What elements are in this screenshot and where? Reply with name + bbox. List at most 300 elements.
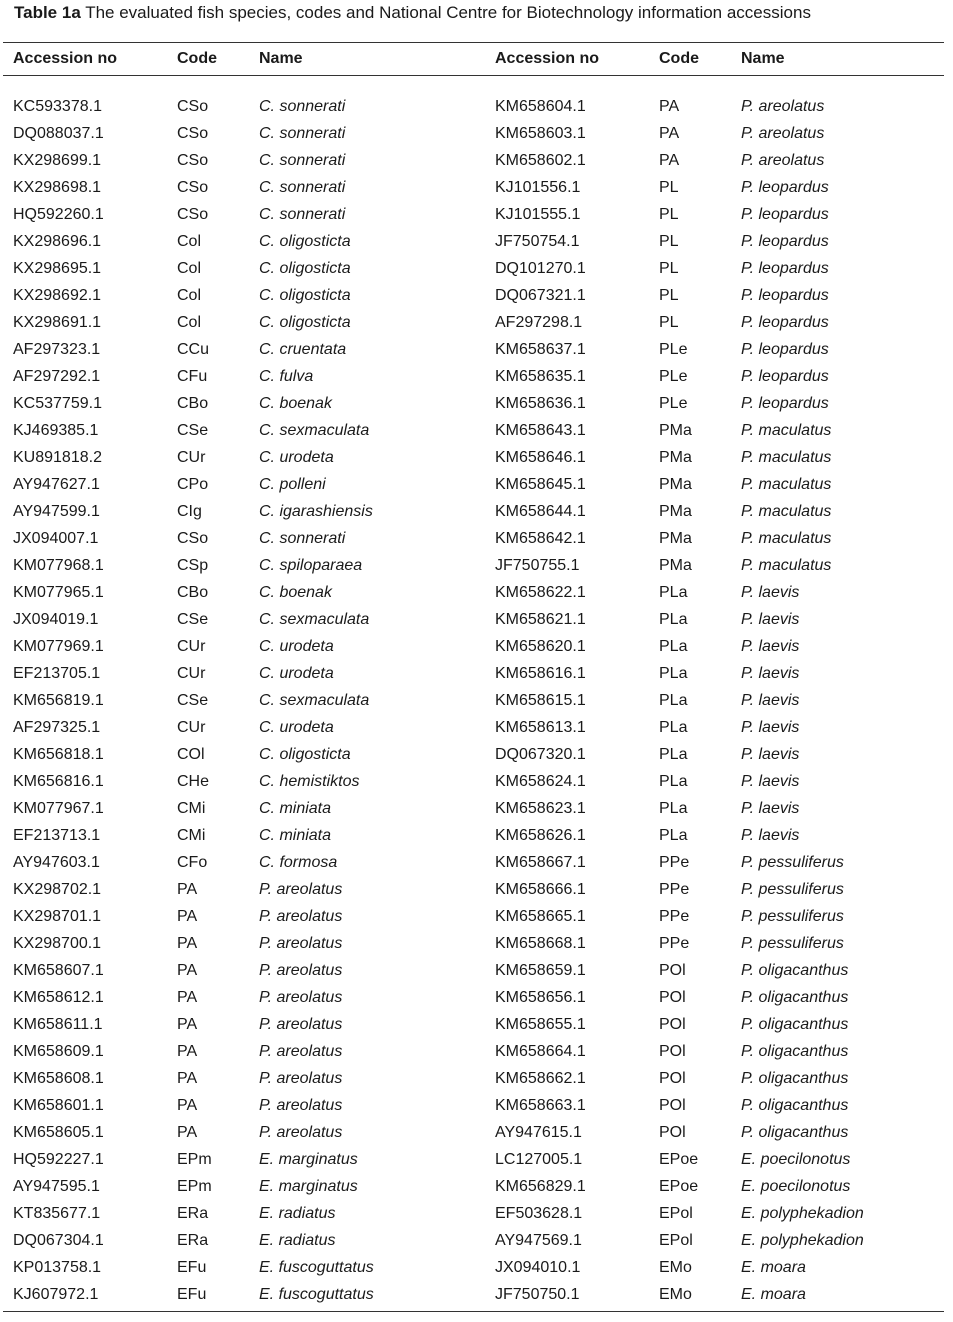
table-row (0, 1285, 953, 1312)
table-row (0, 637, 953, 664)
table-row (0, 124, 953, 151)
accession-left-cell: KX298695.1 (13, 260, 102, 277)
species-name-left-cell: E. marginatus (259, 1151, 358, 1168)
code-right-cell: PLa (659, 827, 688, 844)
species-name-left-cell: P. areolatus (259, 1043, 343, 1060)
accession-right-cell: AF297298.1 (495, 314, 583, 331)
header-name-right: Name (741, 50, 785, 67)
species-name-right-cell: P. oligacanthus (741, 1016, 849, 1033)
code-left-cell: Col (177, 314, 202, 331)
accession-right-cell: KM658667.1 (495, 854, 586, 871)
accession-right-cell: JX094010.1 (495, 1259, 581, 1276)
code-left-cell: CBo (177, 584, 209, 601)
accession-left-cell: AY947595.1 (13, 1178, 100, 1195)
accession-right-cell: DQ101270.1 (495, 260, 586, 277)
species-name-right-cell: P. leopardus (741, 314, 829, 331)
header-code-right: Code (659, 50, 699, 67)
code-left-cell: CUr (177, 449, 206, 466)
code-right-cell: PMa (659, 449, 692, 466)
code-right-cell: PLa (659, 638, 688, 655)
species-name-right-cell: P. pessuliferus (741, 881, 844, 898)
accession-left-cell: AY947627.1 (13, 476, 100, 493)
accession-right-cell: DQ067320.1 (495, 746, 586, 763)
species-name-left-cell: C. polleni (259, 476, 326, 493)
species-name-right-cell: P. laevis (741, 773, 800, 790)
accession-left-cell: KM658605.1 (13, 1124, 104, 1141)
species-name-right-cell: P. oligacanthus (741, 1043, 849, 1060)
table-row (0, 907, 953, 934)
species-name-left-cell: C. formosa (259, 854, 338, 871)
species-name-right-cell: P. pessuliferus (741, 908, 844, 925)
species-name-left-cell: C. sonnerati (259, 530, 346, 547)
code-left-cell: CSe (177, 692, 209, 709)
code-right-cell: PLa (659, 665, 688, 682)
code-right-cell: PLa (659, 692, 688, 709)
code-right-cell: EMo (659, 1259, 692, 1276)
code-right-cell: PL (659, 314, 679, 331)
code-left-cell: ERa (177, 1205, 209, 1222)
code-left-cell: PA (177, 989, 198, 1006)
code-right-cell: PMa (659, 503, 692, 520)
accession-right-cell: KM658665.1 (495, 908, 586, 925)
species-name-right-cell: P. areolatus (741, 152, 825, 169)
code-left-cell: CSe (177, 422, 209, 439)
accession-left-cell: KU891818.2 (13, 449, 102, 466)
species-name-left-cell: C. hemistiktos (259, 773, 360, 790)
header-name-left: Name (259, 50, 303, 67)
species-name-left-cell: E. fuscoguttatus (259, 1259, 374, 1276)
code-right-cell: PLa (659, 800, 688, 817)
species-name-right-cell: P. areolatus (741, 125, 825, 142)
code-left-cell: ERa (177, 1232, 209, 1249)
species-name-left-cell: C. spiloparaea (259, 557, 363, 574)
code-left-cell: CMi (177, 827, 206, 844)
code-left-cell: CUr (177, 719, 206, 736)
species-name-right-cell: P. maculatus (741, 422, 832, 439)
species-name-right-cell: E. poecilonotus (741, 1151, 851, 1168)
accession-left-cell: AF297323.1 (13, 341, 101, 358)
table-row (0, 367, 953, 394)
accession-left-cell: KJ607972.1 (13, 1286, 99, 1303)
code-left-cell: CSo (177, 98, 209, 115)
species-name-right-cell: E. moara (741, 1259, 806, 1276)
accession-left-cell: KX298700.1 (13, 935, 102, 952)
species-name-right-cell: P. laevis (741, 746, 800, 763)
table-row (0, 475, 953, 502)
accession-left-cell: KJ469385.1 (13, 422, 99, 439)
table-row (0, 502, 953, 529)
species-name-left-cell: P. areolatus (259, 1016, 343, 1033)
accession-left-cell: JX094007.1 (13, 530, 99, 547)
accession-right-cell: KM658663.1 (495, 1097, 586, 1114)
table-body (0, 97, 953, 1312)
species-name-left-cell: C. urodeta (259, 638, 334, 655)
species-name-left-cell: E. radiatus (259, 1205, 336, 1222)
accession-left-cell: KX298701.1 (13, 908, 102, 925)
code-right-cell: PLa (659, 719, 688, 736)
species-name-right-cell: P. maculatus (741, 503, 832, 520)
accession-left-cell: KM656819.1 (13, 692, 104, 709)
species-name-right-cell: P. maculatus (741, 530, 832, 547)
code-left-cell: PA (177, 1016, 198, 1033)
accession-right-cell: JF750754.1 (495, 233, 580, 250)
code-right-cell: PMa (659, 476, 692, 493)
code-left-cell: CBo (177, 395, 209, 412)
species-name-left-cell: P. areolatus (259, 989, 343, 1006)
table-row (0, 934, 953, 961)
accession-right-cell: KM658636.1 (495, 395, 586, 412)
table-row (0, 988, 953, 1015)
species-name-right-cell: P. maculatus (741, 557, 832, 574)
accession-right-cell: KM656829.1 (495, 1178, 586, 1195)
code-right-cell: POl (659, 1097, 686, 1114)
species-name-left-cell: C. urodeta (259, 665, 334, 682)
species-name-left-cell: C. urodeta (259, 719, 334, 736)
code-left-cell: CSo (177, 125, 209, 142)
table-row (0, 799, 953, 826)
species-name-left-cell: E. marginatus (259, 1178, 358, 1195)
table-row (0, 421, 953, 448)
code-left-cell: PA (177, 1070, 198, 1087)
species-name-right-cell: P. pessuliferus (741, 854, 844, 871)
accession-left-cell: AF297325.1 (13, 719, 101, 736)
code-left-cell: PA (177, 1124, 198, 1141)
header-accession-right: Accession no (495, 50, 600, 67)
accession-left-cell: KX298698.1 (13, 179, 102, 196)
code-left-cell: EPm (177, 1178, 212, 1195)
code-left-cell: PA (177, 962, 198, 979)
accession-left-cell: KM077965.1 (13, 584, 104, 601)
species-name-left-cell: C. oligosticta (259, 287, 351, 304)
table-row (0, 448, 953, 475)
code-right-cell: PL (659, 233, 679, 250)
accession-right-cell: AY947569.1 (495, 1232, 582, 1249)
table-row (0, 1123, 953, 1150)
table-row (0, 1150, 953, 1177)
code-right-cell: PA (659, 152, 680, 169)
accession-left-cell: KM658612.1 (13, 989, 104, 1006)
code-right-cell: PMa (659, 530, 692, 547)
accession-right-cell: KM658615.1 (495, 692, 586, 709)
code-right-cell: POl (659, 1043, 686, 1060)
accession-left-cell: KX298696.1 (13, 233, 102, 250)
table-row (0, 1177, 953, 1204)
accession-right-cell: DQ067321.1 (495, 287, 586, 304)
species-name-right-cell: P. laevis (741, 692, 800, 709)
code-left-cell: CSo (177, 530, 209, 547)
code-left-cell: PA (177, 881, 198, 898)
code-right-cell: POl (659, 1070, 686, 1087)
accession-right-cell: KM658622.1 (495, 584, 586, 601)
species-name-left-cell: C. sexmaculata (259, 611, 370, 628)
table-row (0, 610, 953, 637)
species-name-right-cell: P. oligacanthus (741, 1097, 849, 1114)
accession-right-cell: KM658664.1 (495, 1043, 586, 1060)
species-name-left-cell: C. boenak (259, 395, 332, 412)
species-name-right-cell: P. laevis (741, 827, 800, 844)
code-left-cell: PA (177, 1097, 198, 1114)
code-left-cell: CMi (177, 800, 206, 817)
accession-left-cell: KT835677.1 (13, 1205, 101, 1222)
table-label: Table 1a (14, 3, 81, 22)
species-name-left-cell: P. areolatus (259, 1097, 343, 1114)
table-row (0, 1258, 953, 1285)
code-right-cell: POl (659, 1016, 686, 1033)
species-name-left-cell: C. cruentata (259, 341, 347, 358)
code-right-cell: POl (659, 962, 686, 979)
species-name-left-cell: P. areolatus (259, 881, 343, 898)
species-name-left-cell: P. areolatus (259, 908, 343, 925)
species-name-left-cell: C. igarashiensis (259, 503, 373, 520)
code-right-cell: PPe (659, 881, 690, 898)
table-row (0, 664, 953, 691)
code-left-cell: CSe (177, 611, 209, 628)
species-name-left-cell: C. sonnerati (259, 152, 346, 169)
table-row (0, 880, 953, 907)
code-right-cell: EMo (659, 1286, 692, 1303)
species-name-right-cell: P. leopardus (741, 206, 829, 223)
accession-left-cell: KM656816.1 (13, 773, 104, 790)
species-name-right-cell: P. maculatus (741, 449, 832, 466)
code-left-cell: CFo (177, 854, 208, 871)
species-name-right-cell: P. leopardus (741, 368, 829, 385)
table-row (0, 205, 953, 232)
code-right-cell: PPe (659, 908, 690, 925)
table-top-rule (3, 42, 944, 43)
species-name-left-cell: P. areolatus (259, 962, 343, 979)
species-name-left-cell: C. fulva (259, 368, 314, 385)
accession-right-cell: KM658644.1 (495, 503, 586, 520)
table-row (0, 259, 953, 286)
accession-left-cell: KX298699.1 (13, 152, 102, 169)
species-name-left-cell: C. oligosticta (259, 260, 351, 277)
accession-right-cell: KM658655.1 (495, 1016, 586, 1033)
code-right-cell: PLa (659, 584, 688, 601)
table-row (0, 961, 953, 988)
code-right-cell: PA (659, 98, 680, 115)
accession-right-cell: KM658621.1 (495, 611, 586, 628)
species-name-right-cell: P. pessuliferus (741, 935, 844, 952)
table-row (0, 1069, 953, 1096)
table-row (0, 718, 953, 745)
species-name-left-cell: E. radiatus (259, 1232, 336, 1249)
species-name-right-cell: P. laevis (741, 638, 800, 655)
table-row (0, 691, 953, 718)
accession-left-cell: AY947599.1 (13, 503, 100, 520)
species-name-left-cell: C. urodeta (259, 449, 334, 466)
table-row (0, 583, 953, 610)
code-right-cell: PMa (659, 422, 692, 439)
table-row (0, 1231, 953, 1258)
species-name-left-cell: C. sonnerati (259, 98, 346, 115)
code-left-cell: EFu (177, 1286, 207, 1303)
code-right-cell: PL (659, 206, 679, 223)
code-left-cell: PA (177, 935, 198, 952)
accession-right-cell: JF750750.1 (495, 1286, 580, 1303)
table-caption (14, 3, 811, 23)
accession-right-cell: AY947615.1 (495, 1124, 582, 1141)
accession-right-cell: KM658603.1 (495, 125, 586, 142)
code-left-cell: Col (177, 260, 202, 277)
accession-left-cell: EF213705.1 (13, 665, 101, 682)
code-right-cell: PLa (659, 773, 688, 790)
table-row (0, 853, 953, 880)
species-name-left-cell: C. miniata (259, 827, 332, 844)
table-title: The evaluated fish species, codes and National Centre for Biotechnology information accessions (80, 3, 811, 22)
accession-left-cell: KX298692.1 (13, 287, 102, 304)
species-name-left-cell: C. sexmaculata (259, 692, 370, 709)
table-row (0, 1042, 953, 1069)
species-name-right-cell: P. laevis (741, 584, 800, 601)
species-name-right-cell: P. leopardus (741, 233, 829, 250)
accession-left-cell: KM077967.1 (13, 800, 104, 817)
code-right-cell: PLa (659, 611, 688, 628)
code-right-cell: EPoe (659, 1151, 699, 1168)
accession-left-cell: AF297292.1 (13, 368, 101, 385)
accession-left-cell: KM658607.1 (13, 962, 104, 979)
species-name-left-cell: E. fuscoguttatus (259, 1286, 374, 1303)
code-right-cell: POl (659, 989, 686, 1006)
header-code-left: Code (177, 50, 217, 67)
species-name-right-cell: P. leopardus (741, 179, 829, 196)
code-left-cell: CHe (177, 773, 210, 790)
accession-right-cell: KM658624.1 (495, 773, 586, 790)
accession-right-cell: KM658659.1 (495, 962, 586, 979)
table-row (0, 286, 953, 313)
accession-left-cell: KM077969.1 (13, 638, 104, 655)
species-name-left-cell: C. sexmaculata (259, 422, 370, 439)
code-left-cell: EPm (177, 1151, 212, 1168)
species-name-left-cell: C. oligosticta (259, 233, 351, 250)
accession-left-cell: KC593378.1 (13, 98, 102, 115)
table-row (0, 1204, 953, 1231)
code-left-cell: PA (177, 1043, 198, 1060)
code-left-cell: CSp (177, 557, 209, 574)
code-right-cell: PL (659, 287, 679, 304)
accession-right-cell: KJ101555.1 (495, 206, 581, 223)
species-name-left-cell: P. areolatus (259, 1070, 343, 1087)
accession-right-cell: KM658646.1 (495, 449, 586, 466)
table-row (0, 1096, 953, 1123)
code-left-cell: Col (177, 287, 202, 304)
code-left-cell: PA (177, 908, 198, 925)
code-right-cell: PLe (659, 368, 688, 385)
accession-right-cell: KM658623.1 (495, 800, 586, 817)
accession-left-cell: KM658608.1 (13, 1070, 104, 1087)
accession-left-cell: KX298702.1 (13, 881, 102, 898)
code-right-cell: PL (659, 260, 679, 277)
accession-right-cell: KJ101556.1 (495, 179, 581, 196)
table-row (0, 232, 953, 259)
accession-right-cell: JF750755.1 (495, 557, 580, 574)
species-name-right-cell: P. leopardus (741, 395, 829, 412)
table-row (0, 178, 953, 205)
species-name-right-cell: P. laevis (741, 719, 800, 736)
accession-left-cell: AY947603.1 (13, 854, 100, 871)
accession-left-cell: KP013758.1 (13, 1259, 102, 1276)
code-left-cell: CUr (177, 638, 206, 655)
code-left-cell: CSo (177, 152, 209, 169)
accession-left-cell: DQ067304.1 (13, 1232, 104, 1249)
accession-left-cell: KM658611.1 (13, 1016, 103, 1033)
species-name-left-cell: C. sonnerati (259, 125, 346, 142)
accession-left-cell: KX298691.1 (13, 314, 102, 331)
species-name-right-cell: P. leopardus (741, 341, 829, 358)
accession-right-cell: KM658642.1 (495, 530, 586, 547)
species-name-right-cell: E. moara (741, 1286, 806, 1303)
code-right-cell: PPe (659, 854, 690, 871)
code-left-cell: CPo (177, 476, 209, 493)
accession-right-cell: KM658620.1 (495, 638, 586, 655)
code-left-cell: CUr (177, 665, 206, 682)
species-name-right-cell: P. areolatus (741, 98, 825, 115)
code-left-cell: CSo (177, 179, 209, 196)
accession-left-cell: EF213713.1 (13, 827, 101, 844)
accession-right-cell: KM658666.1 (495, 881, 586, 898)
code-left-cell: CIg (177, 503, 202, 520)
species-name-right-cell: P. oligacanthus (741, 1124, 849, 1141)
table-row (0, 529, 953, 556)
accession-left-cell: KM658609.1 (13, 1043, 104, 1060)
accession-right-cell: KM658613.1 (495, 719, 586, 736)
code-left-cell: Col (177, 233, 202, 250)
species-name-right-cell: P. laevis (741, 665, 800, 682)
species-name-right-cell: P. laevis (741, 800, 800, 817)
table-row (0, 151, 953, 178)
accession-left-cell: KM656818.1 (13, 746, 104, 763)
code-right-cell: PMa (659, 557, 692, 574)
table-row (0, 772, 953, 799)
code-right-cell: POl (659, 1124, 686, 1141)
code-right-cell: EPoe (659, 1178, 699, 1195)
species-name-right-cell: E. polyphekadion (741, 1232, 864, 1249)
code-left-cell: CFu (177, 368, 208, 385)
species-name-right-cell: P. leopardus (741, 287, 829, 304)
species-name-right-cell: P. oligacanthus (741, 962, 849, 979)
accession-right-cell: KM658604.1 (495, 98, 586, 115)
accession-right-cell: KM658643.1 (495, 422, 586, 439)
table-row (0, 340, 953, 367)
accession-right-cell: EF503628.1 (495, 1205, 583, 1222)
code-right-cell: EPol (659, 1205, 693, 1222)
species-name-left-cell: C. sonnerati (259, 179, 346, 196)
header-accession-left: Accession no (13, 50, 118, 67)
code-left-cell: COl (177, 746, 205, 763)
accession-left-cell: HQ592227.1 (13, 1151, 104, 1168)
table-row (0, 1015, 953, 1042)
code-left-cell: CCu (177, 341, 210, 358)
table-bottom-rule (3, 1311, 944, 1312)
species-name-right-cell: P. maculatus (741, 476, 832, 493)
accession-right-cell: KM658668.1 (495, 935, 586, 952)
accession-left-cell: KM658601.1 (13, 1097, 104, 1114)
table-row (0, 97, 953, 124)
accession-right-cell: KM658645.1 (495, 476, 586, 493)
species-name-right-cell: P. leopardus (741, 260, 829, 277)
accession-right-cell: KM658635.1 (495, 368, 586, 385)
table-row (0, 826, 953, 853)
table-row (0, 394, 953, 421)
accession-left-cell: JX094019.1 (13, 611, 99, 628)
species-name-right-cell: P. laevis (741, 611, 800, 628)
species-name-right-cell: E. poecilonotus (741, 1178, 851, 1195)
accession-right-cell: KM658656.1 (495, 989, 586, 1006)
accession-right-cell: KM658616.1 (495, 665, 586, 682)
species-name-right-cell: P. oligacanthus (741, 1070, 849, 1087)
code-right-cell: PL (659, 179, 679, 196)
table-row (0, 313, 953, 340)
accession-left-cell: KM077968.1 (13, 557, 104, 574)
